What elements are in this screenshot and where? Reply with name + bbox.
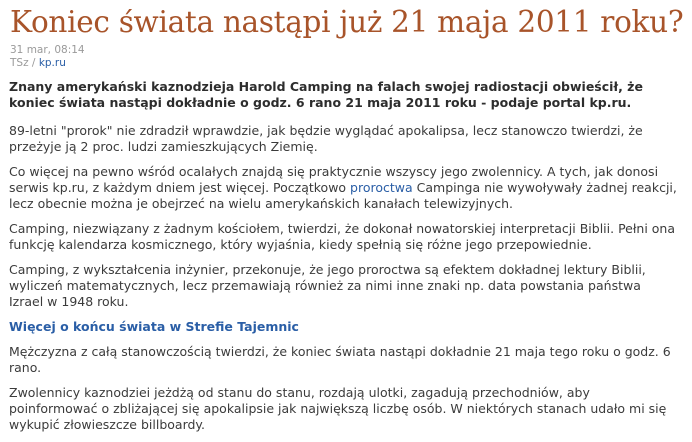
article-byline xyxy=(10,57,85,70)
prophecy-link[interactable]: proroctwa xyxy=(350,180,413,195)
paragraph-1: 89-letni "prorok" nie zdradził wprawdzie, jak będzie wyglądać apokalipsa, lecz stanowczo twierdzi, że przeżyje ją 2 proc. ludzi zamieszkujących Ziemię. xyxy=(9,123,643,154)
more-about-end-of-world-link[interactable]: Więcej o końcu świata w Strefie Tajemnic xyxy=(9,319,299,334)
paragraph-6: Zwolennicy kaznodziei jeżdżą od stanu do stanu, rozdają ulotki, zagadują przechodniów, aby poinformować o zbliżającej się apokalipsie jak największą liczbę osób. W niektórych stanach udało mi się wykupić złowieszcze billboardy. xyxy=(9,385,667,432)
article-title: Koniec świata nastąpi już 21 maja 2011 roku? xyxy=(10,5,684,39)
paragraph-2-text-after: Campinga nie wywoływały żadnej reakcji, lecz obecnie można je obejrzeć na wielu amerykańskich kanałach telewizyjnych. xyxy=(9,180,677,211)
byline-separator: / xyxy=(28,57,39,69)
source-link[interactable]: kp.ru xyxy=(38,57,66,69)
article-lead: Znany amerykański kaznodzieja Harold Camping na falach swojej radiostacji obwieścił, że koniec świata nastąpi dokładnie o godz. 6 rano 21 maja 2011 roku - podaje portal kp.ru. xyxy=(9,79,643,110)
article-author: TSz xyxy=(10,57,29,69)
paragraph-2 xyxy=(9,164,677,212)
article-meta xyxy=(10,44,85,70)
paragraph-3: Camping, niezwiązany z żadnym kościołem, twierdzi, że dokonał nowatorskiej interpretacji Biblii. Pełni ona funkcję kalendarza kosmicznego, który wyjaśnia, kiedy spełnią się różne jego przepowiednie. xyxy=(9,221,675,252)
article-date: 31 mar, 08:14 xyxy=(10,44,85,56)
paragraph-4: Camping, z wykształcenia inżynier, przekonuje, że jego proroctwa są efektem dokładnej lektury Biblii, wyliczeń matematycznych, lecz przemawiają również za nimi inne znaki np. data powstania państwa Izrael w 1948 roku. xyxy=(9,262,646,309)
paragraph-2-text-before: Co więcej na pewno wśród ocalałych znajdą się praktycznie wszyscy jego zwolennicy. A tych, jak donosi serwis kp.ru, z każdym dniem jest więcej. Początkowo xyxy=(9,164,659,195)
article-body xyxy=(9,79,677,442)
paragraph-5: Mężczyzna z całą stanowczością twierdzi, że koniec świata nastąpi dokładnie 21 maja tego roku o godz. 6 rano. xyxy=(9,344,671,375)
